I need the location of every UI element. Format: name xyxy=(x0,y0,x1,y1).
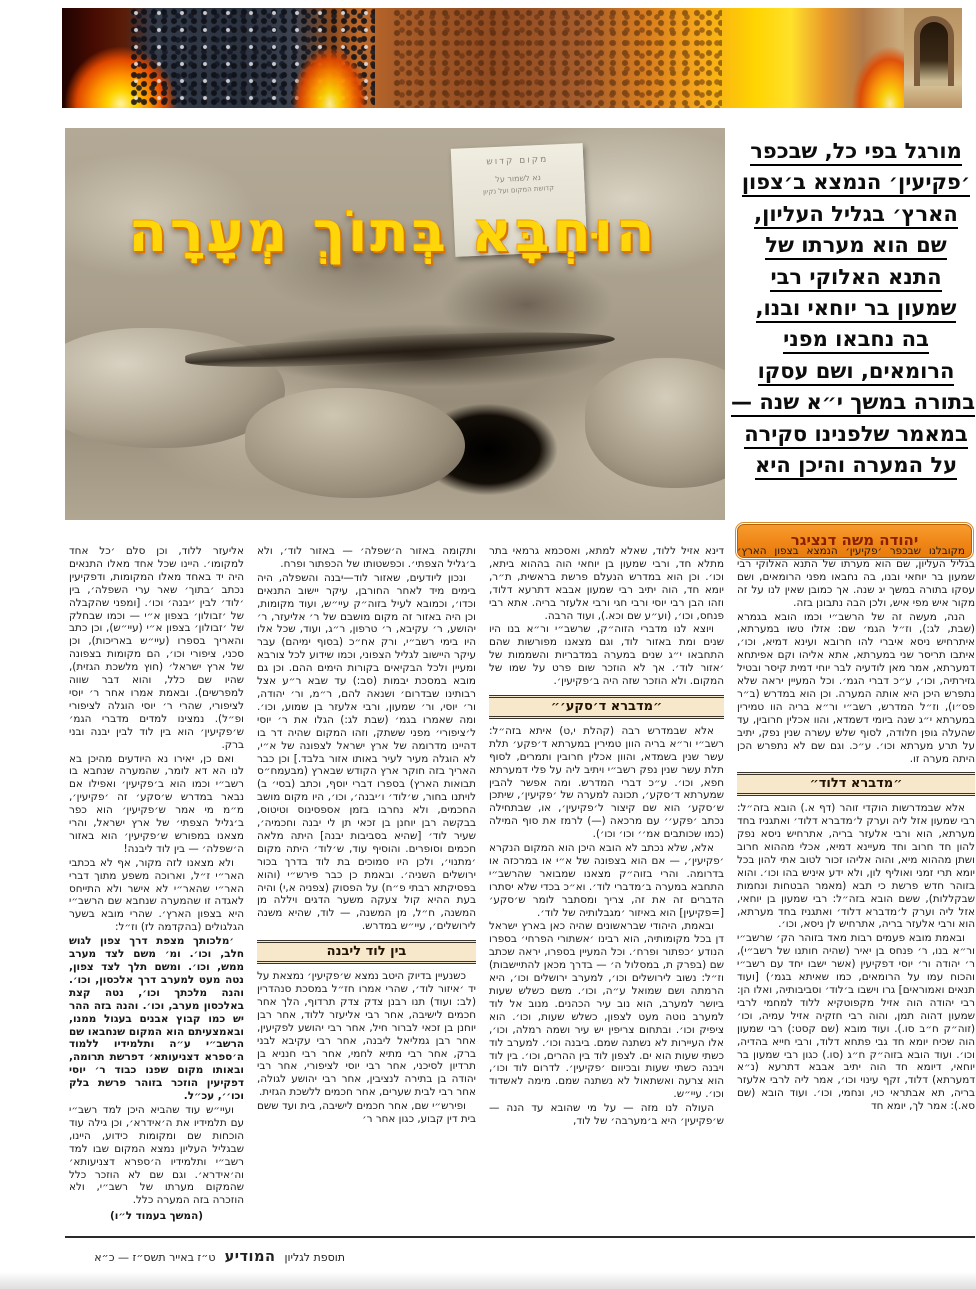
standfirst xyxy=(731,136,975,481)
paragraph: הנה, מעשה זה של הרשב״י וכמו הובא בגמרא (שבת, לג:), וז״ל הגמ׳ שם: אזלו טשו במערתא, איתרחיש ניסא איברי להו חרובא ועינא דמיא, וכו׳, איתבו תריסר שני במערתא, אתא אליהו וקם אפיתחא דמערתא, אמר מאן לודעיה לבר יוחי דמית קיסר ובטיל גזירתיה, וכו׳, ע״כ דברי הגמ׳. וכל המעיין יראה שלא נתפרש היכן היא אותה המערה. וכן הוא במדרש (ב״ר פס״ו), וז״ל המדרש, רשב״י ור״א בריה הוו טמירין במערתא י״ג שנה ביומי דשמדא, והוו אכלין חרובין, עד שהעלה גופן חלודה, לסוף שלש עשרה שנין נפק, יתיב על תרע מערתא וכו׳. ע״כ. וגם שם לא נתפרש הכן היתה מערה זו. xyxy=(737,610,975,765)
rock-boulder xyxy=(585,358,725,488)
paragraph: ופירש״י שם, אחר חכמים לישיבה, בית ועד ששם בית דין קבוע, כגון אחר ר׳ xyxy=(257,1100,476,1126)
quoted-paragraph: ׳מלכותך מצפת דרך צפון לגוש חלב, וכו׳. ומ׳ משם לצד מערב ממש, וכו׳. ומשם תלך לצד צפון, נטה מעט למערב דרך אלכסון, וכו׳. והנה מלכתך וכו׳, נטה קצת באלכסון מערב, וכו׳. והנה בזה ההר יש כמו קבוץ אבנים בעגול ממנו, ובאמצעיתם הוא המקום שנחבאו שם הרשב״י ע״ה ותלמידיו ללמוד ה׳ספרא דצניעותא׳ דפרשת תרומה, ובאותו מקום שפנו כבוד ר׳ יוסי דפקיעין הוזכר בזוהר פרשת בלק וכו׳׳, עכ״ל. xyxy=(69,935,244,1103)
banner-photo-montage xyxy=(62,8,962,108)
standfirst-line: מורגל בפי כל, שבכפר xyxy=(737,136,975,167)
standfirst-line: הארץ׳ בגליל העליון, xyxy=(737,199,975,230)
rock-ledge-shadow xyxy=(185,325,616,373)
article-column-4 xyxy=(69,545,244,1233)
standfirst-line: בה נחבאו מפני xyxy=(737,324,975,355)
paragraph: אלא שבמדרשות הוקדי זוהר (דף א.) הובא בזה״ל: רבי שמעון אזל ליה וערק ל׳מדברא דלוד׳ ואתגניז בחד מערתא, הוא ורבי אלעזר בריה, אתרחיש ניסא נפק להון חד חרוב וחד מעיינא דמיא, אכלי מההוא חרוב ושתן מההוא מיא, והוה אליהו זכור לטוב אתי להון בכל יומא תרי זמני ואוליף לון, ולא ידע איניש בהו וכו׳. והוא בזוהר חדש פרשת כי תבא (מאמר הבטחות ונחמות שבקללות), ששם הובא בזה״ל: רבי שמעון בן יוחאי, אזל ליה וערק ל׳מדברא דלוד׳ ואתגניז בחד מערתא, הוא ורבי אלעזר בריה, אתרחיש לן ניסא, וכו׳. xyxy=(737,802,975,931)
standfirst-line: במאמר שלפנינו סקירה xyxy=(737,419,975,450)
footer-date-page: ט״ז באייר תשס״ז — כ״א xyxy=(94,1251,216,1264)
paragraph: מקובלנו שבכפר ׳פקיעין׳ הנמצא בצפון הארץ׳ בגליל העליון, שם הוא מערתו של התנא האלוקי רבי שמעון בר יוחאי ובנו, בה נחבאו מפני הרומאים, ושם עסקו בתורה במשך יג שנה. אך כמובן שאין לנו על זה מקור איש מפי איש, ולכן הבה נתבונן בזה. xyxy=(737,545,975,609)
stone-corridor-photo xyxy=(904,8,962,108)
crowd-sepia-photo xyxy=(392,8,722,108)
standfirst-line: בתורה במשך י״א שנה — xyxy=(737,387,975,418)
page-edge-shadow xyxy=(0,1272,976,1289)
paragraph: ועיי״ש עוד שהביא היכן למד רשב״י עם תלמידיו את ה׳אידרא׳, וכן גילה עוד הוכחות שם ומקומות כידוע, היינו, שבגליל העליון נמצא המקום שבו למד רשב״י ותלמידיו ה׳ספרא דצניעותא׳ וה׳אידרא׳. וגם שם לא הוזכר כלל שהמקום מערתו של רשב״י, ולא הוזכרה בזה המערה כלל. xyxy=(69,1103,244,1207)
paragraph: העולה לנו מזה — על מי שהובא עד הנה — ש׳פקיעין׳ היא ב׳מערבה׳ של לוד, xyxy=(489,1102,724,1128)
photo-headline: הוּחְבָּא בְּתוֹךְ מְעָרָה xyxy=(128,200,658,265)
paragraph: דינא אזיל ללוד, שאלא למתא, ואסכמא גרמאי בתר מתלא חד, ורבי שמעון בן יוחאי הוה בההוא ביתא, וכו׳. וכן הוא במדרש הנעלם פרשת בראשית, ת״ר, יומא חד, הוה יתיב רבי שמעון אבבא דתרעא דלוד, וזהו הבן רבי יוסי ורבי חגי ורבי אלעזר בריה. אתא רבי פנחס, וכו׳, (וע״ע שם וכא.), ועוד הרבה. xyxy=(489,545,724,622)
standfirst-line: שם הוא מערתו של xyxy=(737,230,975,261)
article-column-3 xyxy=(257,545,476,1233)
standfirst-line: על המערה והיכן היא xyxy=(737,450,975,481)
paragraph: אלא שבמדרש רבה (קהלת י,ט) איתא בזה״ל: רשב״י ור״א בריה הוון טמירין במערתא ד׳פקע׳ תלת עשר שנין בשמדא, והוון אכלין חרובין ותמרים, לסוף תלת עשר שנין נפק רשב״י ויתיב ליה על פלי דמערתא חפא, וכו׳. ע״כ דברי המדרש. ומה אפשר להבין שמערתא ד׳סקע׳, תכונה למערה של ׳פקיעין׳, שיתכן ש׳סקע׳ הוא שם קיצור ל׳פקיעין׳, או, שבתחילה נכתב ׳פקע׳׳ עם מרכאה (—) לרמז את סוף המילה (כמו שכותבים אמ׳׳ וכו׳ וכו׳). xyxy=(489,724,724,841)
author-byline: יהודה משה דנציגר xyxy=(737,524,972,558)
arch-opening xyxy=(920,22,948,86)
arch-wall xyxy=(914,16,954,86)
masthead-logo: המודיע xyxy=(224,1249,276,1265)
paragraph: ואם כן, יאירו נא היודעים מהיכן בא לנו הא דא לומר, שהמערה שנחבא בו רשב״י וכמו הוא ב׳פקיעין׳ ואפילו אם נבאר במדרש ש׳סקע׳ זה ׳פקיעין׳, מ״מ מי אמר ש׳פקיעין׳ הוא כפר ב׳גליל הצפתי׳ של ארץ ישראל, והרי מצאנו במפורש ש׳פקיעין׳ הוא באזור ה׳שפלה׳ — בין לוד ליבנה! xyxy=(69,752,244,855)
paragraph: כשנעיין בדיוק היטב נמצא ש׳פקיעין׳ נמצאת על יד ׳איזור לוד׳, שהרי אמרו חז״ל במסכת סנהדרין (לב: ועוד) תנו רבנן צדק צדק תרדוף, הלך אחר חכמים לישיבה, אחר רבי אליעזר ללוד, אחר רבן יוחנן בן זכאי לברור חיל, אחר רבי יהושע לפקיעין, אחר רבן גמליאל ליבנה, אחר רבי עקיבא לבני ברק, אחר רבי מתיא לחמי, אחר רבי חנניא בן תרדיון לסיכני, אחר רבי יוסי לציפורי, אחר רבי יהודה בן בתירה לנציבין, אחר רבי יהושע לגולה, אחר רבי לבית שערים, אחר חכמים ללשכת הגזית. xyxy=(257,970,476,1099)
sign-line: קדושת המקום ועל נקיון xyxy=(482,183,555,197)
footer-text: תוספת לגליון xyxy=(284,1251,345,1264)
sign-line: מקום קדוש xyxy=(486,154,549,168)
standfirst-line: שמעון בר יוחאי ובנו, xyxy=(737,293,975,324)
paragraph: ותקומה באזור ה׳שפלה׳ — באזור לוד׳, ולא ב׳גליל הצפתי׳. וכפשטותו של הכפתור ופרח. xyxy=(257,545,476,570)
standfirst-line: ׳פקיעין׳ הנמצא ב׳צפון xyxy=(737,167,975,198)
paragraph: ויוצא לנו מדברי הזוה״ק, שרשב״י ור״א בנו היו שנים ומת באזור לוד, וגם מצאנו מפורשות שהם התחבאו י״ג שנים במערה במדבריות והשממות של ׳אזור לוד׳. אך לא הוזכר שום פרט על שמו של המקום. ולא הוזכר שזה היה ב׳פקיעין׳. xyxy=(489,623,724,688)
footer xyxy=(65,1246,345,1265)
article-columns xyxy=(65,545,975,1233)
section-header-midbara-dska: ״מדברא ד׳סקע׳״ xyxy=(489,695,724,719)
section-header-bein-lod-leyavne: בין לוד ליבנה xyxy=(257,940,476,964)
article-column-1 xyxy=(737,545,975,1233)
standfirst-line: התנא האלוקי רבי xyxy=(737,262,975,293)
standfirst-line: הרומאים, ושם עסקו xyxy=(737,356,975,387)
paragraph: ונכון ליודעים, שאזור לוד—יבנה והשפלה, היה בימים מיד לאחר החורבן, עיקר יישוב התנאים וכדו׳, וכמובא לעיל בזוה״ק עיי״ש, ועוד מקומות, וכן היה באזור זה מקום מושבם של ר׳ אליעזר, ר׳ יהושע, ר׳ עקיבא, ר׳ טרפון, ר״ג, ועוד, שכל אלו היו בימי רשב״י, ורק אח״כ (בסוף ימיהם) עבר עיקר היישוב לגליל הצפוני, וכמו שידוע לכל צורבא ומעיין ולכל הבקיאים בקורות הימים ההם. וכן גם מובא במסכת יבמות (סב:) עד שבא ר״ע אצל רבותינו שבדרום׳ ושנאה להם, ר״מ, ור׳ יהודה, ור׳ יוסי, ור׳ שמעון, ורבי אלעזר בן שמוע, וכו׳. ומה שאמרו בגמ׳ (שבת לג:) הגלו את ר׳ יוסי ל׳ציפורי׳ מפני ששתק, וזהו המקום שהיה דר בו דהיינו מדרומה של ארץ ישראל לצפונה של א״י, לא הוגלה מעיר לעיר באותו אזור בלבד.] וכן כבר האריך בזה חוקר ארץ הקודש שבארץ (מבעמח״ס תבואות הארץ) בספרו דברי יוסף, וכתב (בסי׳ ב) לויתנו בחור, ש׳לוד׳ ו׳יבנה׳, וכו׳, היו מקום מושב החכמים, ולא נחרבו בזמן אספסינוס וטיטוס, בבקשה רבן יוחנן בן זכאי תן לי יבנה וחכמיה׳, שעיר לוד׳ [שהיא בסביבות יבנה] היתה מלאה חכמים וסופרים. והוסיף עוד, ש׳לוד׳ היתה מקום ׳מתנוי׳, ולכן היו סמוכים בת לוד בדרך בכור ירושלים השניה׳. ובאמת כן כבר פירש״י (והוא בפסיקתא רבתי פ״ח) על הפסוק (צפניה א,י) והיה בעת ההיא קול צעקה משער הדגים ויללה מן המשנה, ח״ל, מן המשנה, — לוד, שהיא משנה לירושלים׳, עיי״ש במדרש. xyxy=(257,571,476,933)
paragraph: אליעזר ללוד, וכן סלם ׳כל אחד למקומו׳. היינו שכל אחד מאלו התנאים היה יד באחד מאלו המקומות, ודפקיעין נכתב ׳בתוך׳ שאר ערי השפלה׳, בין ׳לוד׳ לבין ׳יבנה׳ וכו׳. [ומפני שהקבלה של ׳זבולון׳ בצפון א״י — וכמו שבחלק של ׳זבולון׳ בצפון א״י (עיי״ש), וכן כתב והאריך בספרו (עיי״ש באריכות), וכן סכני, ציפורי וכו׳, הם מקומות בצפונה של ארץ ישראל׳ (חוץ מלשכת הגזית), שהיו שם כלל, והוא דבר שווה למפרשים). ובאמת אמרו אחר ר׳ יוסי לציפורי, שהרי ר׳ יוסי הוגלה לציפורי ופ״ל). נמצינו למדים מדברי הגמ׳ ש׳פקיעין׳ הוא בין לוד לבין יבנה ובני ברק. xyxy=(69,545,244,751)
rock-boulder xyxy=(245,388,465,498)
paragraph: ובאמת, היהודי שבראשונים שהיה כאן בארץ ישראל דן בכל מקומותיה, הוא רבינו ׳אשתורי הפרחי׳ בספרו הנודע ׳כפתור ופרח׳. וכל המעיין בספרו, יראה שכתב שם (בפרק ת, במסלול ה׳ — בדרך מכאן להתיישבות) וז״ל: נשוב לירושלים וכו׳, למערב ירושלים וכו׳, היא הרמתה ושם שמואל ע״ה, וכו׳. משם כשלש שעות ביושר למערב, הוא נוב עיר הכהנים. מנוב אל לוד למערב נוטה מעט לצפון, כשלש שעות, וכו׳. הוא ציפיק וכו׳. ובתחום צריפין יש עיר ושמה רמלה, וכו׳, אלו העיירות לא נשתנה שמם. ביבנה וכו׳. למערב לוד כשתי שעות הוא ים. לצפון לוד בין ההרים, וכו׳. בין לוד ויבנה כשתי שעות ובכיוום ׳פקיעין׳. לדרום לוד וכו׳, הוא צרעה ואשתאול לא נשתנה שמם. מימה לאשדוד וכו׳. עיי״ש. xyxy=(489,920,724,1101)
article-column-2 xyxy=(489,545,724,1233)
paragraph: ולא מצאנו לזה מקור, אף לא בכתבי האר״י ז״ל, וארוכה משפע מתוך דברי האר״י שהאר״י לא אישר ולא התייחס לאגדה זו שהמערה שנחבא שם הרשב״י היא בצפון הארץ׳. שהרי מובא בשער הגלגולים (בהקדמה לז) וז״ל: xyxy=(69,856,244,934)
paragraph: ובאמת מובא פעמים רבות מאד בזוהר הק׳ שרשב״י ור״א בנו, ר׳ פנחס בן יאיר (שהיה חותנו של רשב״י), ר׳ יהודה ור׳ יוסי דפקיעין (אשר ישבו יחד עם רשב״י והכוח עמו על הרומאים, כמו שאיתא בגמ׳) [ועוד תנאים ואמוראים] גרו וישבו ב׳לוד׳ וסביבותיה, ואלו הן: רבי יהודה הוה אזיל מקפוטקיא ללוד למחמי לרבי שמעון דהוה תמן, והוה רבי חזקיה אזיל עמיה, וכו׳ (זוה״ק ח״ב סו.). ועוד מובא (שם קסט:) רבי שמעון הוה שכיח יומא חד גבי פתחא דלוד, ורבי חייא בהדיה, וכו׳. ועוד הובא בזוה״ק ח״ג (סו.) כגון רבי שמעון בר יוחאי, דיומא חד הוה יתיב אבבא דתרעא (נ״א דמערתא) דלוד, זקף עינוי וכו׳, אמר ליה לרבי אלעזר בריה, תא אבתראי כוי, ונחמי, וכו׳. ועוד הובא (שם סא.): אמר לך, יומא חד xyxy=(737,932,975,1113)
paragraph: אלא, שלא נכתב לא הובא היכן הוא המקום הנקרא ׳פקיעין׳, — אם הוא בצפונה של א״י או במרכזה או בדרומה. והרי בזוה״ק מצאנו שמבואר שהרשב״י התחבא במערה ב׳מדברי לוד׳. וא״כ בכדי שלא יסתרו הדברים זה את זה, צריך ומסתבר לומר ש׳סקע׳ [=פקיעין] הוא באיזור ׳מגבלותיה של לוד׳. xyxy=(489,842,724,919)
sign-line: נא לשמור על xyxy=(495,173,542,185)
flame-photo xyxy=(290,8,370,108)
cave-photo xyxy=(65,128,725,520)
section-header-midbara-dlod: ״מדברא דלוד״ xyxy=(737,772,975,796)
continuation-note: (המשך בעמוד ל״ו) xyxy=(110,1210,203,1223)
footer-rule xyxy=(65,1236,975,1238)
